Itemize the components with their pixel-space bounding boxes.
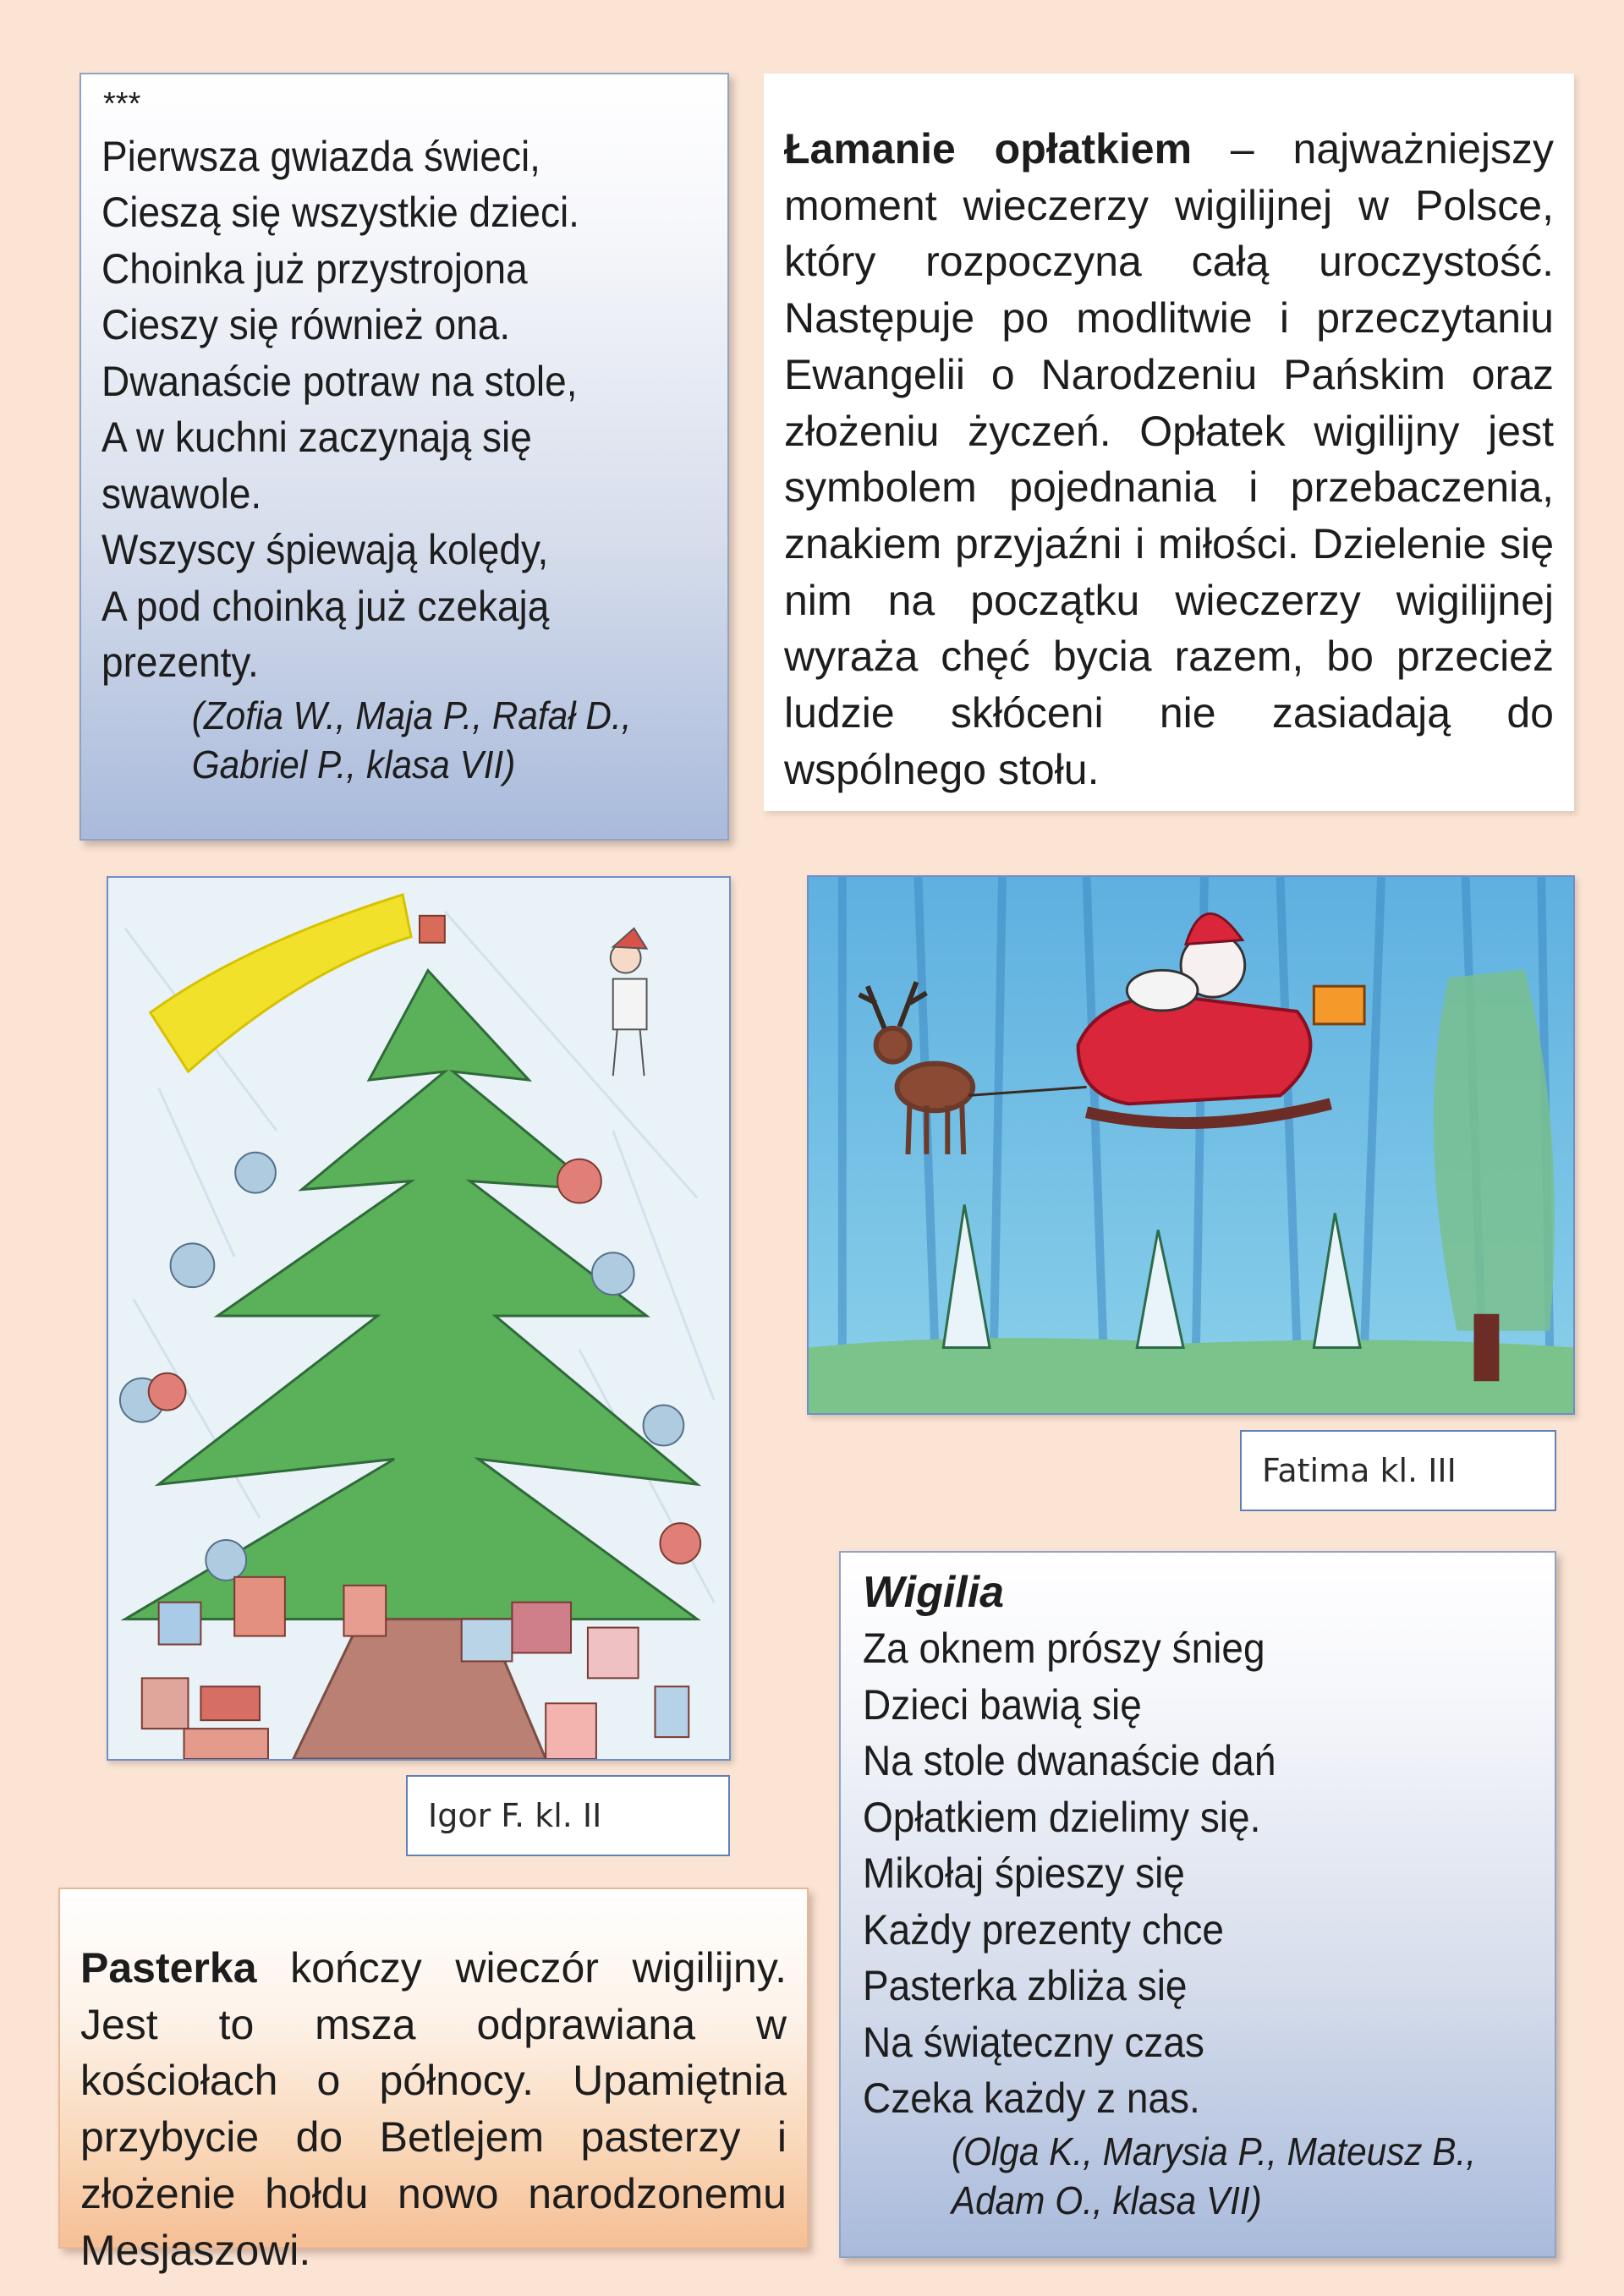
- article-oplatek: [764, 74, 1574, 811]
- poem-lines: [102, 129, 707, 691]
- article-pasterka-term: Pasterka: [80, 1944, 257, 1992]
- poem-attribution-line: Gabriel P., klasa VII): [191, 742, 516, 786]
- drawing-caption-tree: Igor F. kl. II: [406, 1775, 730, 1856]
- poem-attribution-line: (Olga K., Marysia P., Mateusz B.,: [951, 2129, 1477, 2173]
- drawing-santa-sleigh: [807, 875, 1575, 1415]
- article-oplatek-text: [784, 121, 1554, 797]
- poem-title: Wigilia: [863, 1568, 1005, 1617]
- article-pasterka-body: kończy wieczór wigilijny. Jest to msza odprawiana w kościołach o północy. Upamiętnia przybycie do Betlejem pasterzy i złożenie hołdu nowo narodzonemu Mesjaszowi.: [80, 1944, 787, 2274]
- poem-line: Czeka każdy z nas.: [863, 2074, 1200, 2122]
- poem-lines: [863, 1620, 1534, 2127]
- poem-line: Każdy prezenty chce: [863, 1905, 1225, 1954]
- santa-sleigh-illustration: [809, 877, 1573, 1413]
- drawing-caption-sleigh: Fatima kl. III: [1240, 1430, 1556, 1511]
- poem-line: Pasterka zbliża się: [863, 1962, 1188, 2009]
- poem-line: Pierwsza gwiazda świeci,: [102, 132, 540, 180]
- poem-line: Wszyscy śpiewają kolędy,: [102, 526, 549, 574]
- poem-card-star: [80, 73, 729, 841]
- poem-line: Opłatkiem dzielimy się.: [863, 1793, 1261, 1841]
- poem-line: Na świąteczny czas: [863, 2018, 1204, 2066]
- poem-line: Choinka już przystrojona: [102, 244, 528, 293]
- article-oplatek-term: Łamanie opłatkiem: [784, 125, 1193, 173]
- poem-line: Za oknem prószy śnieg: [863, 1625, 1265, 1672]
- article-pasterka: [58, 1888, 809, 2274]
- drawing-christmas-tree: [107, 876, 731, 1761]
- poem-line: A w kuchni zaczynają się: [102, 414, 532, 462]
- poem-line: Cieszą się wszystkie dzieci.: [102, 189, 579, 237]
- poem-attribution-line: (Zofia W., Maja P., Rafał D.,: [191, 693, 632, 737]
- poem-line: Mikołaj śpieszy się: [863, 1849, 1185, 1897]
- poem-line: Cieszy się również ona.: [102, 301, 511, 349]
- christmas-tree-illustration: [108, 878, 729, 1759]
- article-pasterka-text: [80, 1940, 787, 2278]
- poem-line: prezenty.: [102, 638, 259, 687]
- poem-line: Dwanaście potraw na stole,: [102, 357, 578, 405]
- poem-line: Na stole dwanaście dań: [863, 1737, 1276, 1784]
- poem-line: Dzieci bawią się: [863, 1680, 1142, 1729]
- poem-card-wigilia: [839, 1551, 1556, 2258]
- poem-line: A pod choinką już czekają: [102, 582, 550, 630]
- poem-line: swawole.: [102, 469, 262, 518]
- poem-marker: ***: [103, 86, 141, 122]
- poem-attribution-line: Adam O., klasa VII): [951, 2178, 1262, 2222]
- article-oplatek-body: – najważniejszy moment wieczerzy wigilijnej w Polsce, który rozpoczyna całą uroczystość. Następuje po modlitwie i przeczytaniu Ewangelii o Narodzeniu Pańskim oraz złożeniu życzeń. Opłatek wigilijny jest symbolem pojednania i przebaczenia, znakiem przyjaźni i miłości. Dzielenie się nim na początku wieczerzy wigilijnej wyraża chęć bycia razem, bo przecież ludzie skłóceni nie zasiadają do wspólnego stołu.: [784, 125, 1554, 793]
